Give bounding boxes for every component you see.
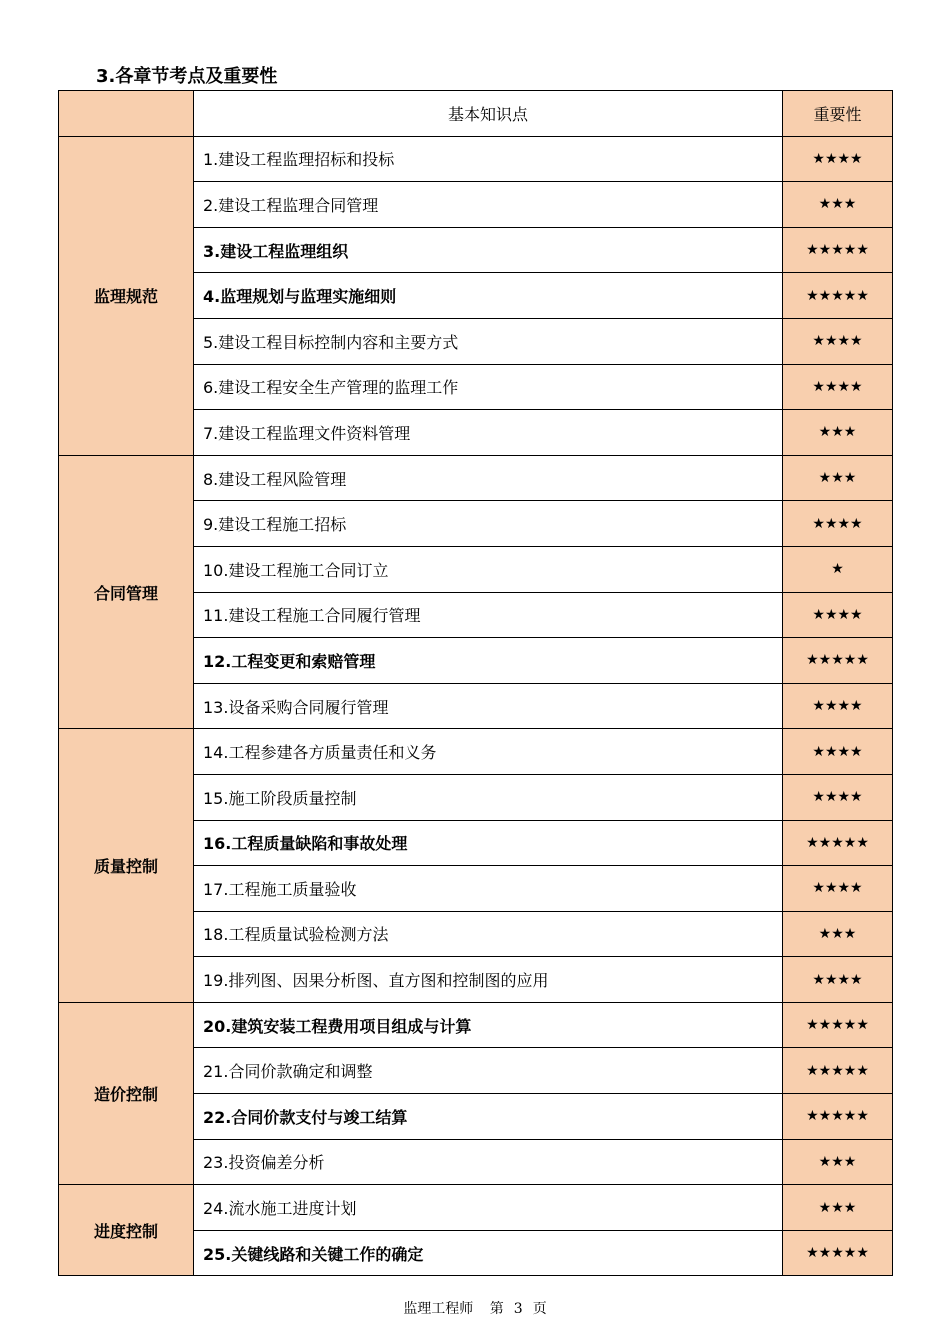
knowledge-point-cell: 15.施工阶段质量控制 <box>194 774 783 820</box>
knowledge-point-cell: 11.建设工程施工合同履行管理 <box>194 592 783 638</box>
importance-stars-cell: ★ <box>783 546 893 592</box>
section-heading: 3.各章节考点及重要性 <box>96 66 278 87</box>
table-row <box>59 1185 893 1231</box>
importance-stars-cell: ★★★★ <box>783 501 893 547</box>
knowledge-point-cell: 4.监理规划与监理实施细则 <box>194 273 783 319</box>
knowledge-point-cell: 10.建设工程施工合同订立 <box>194 546 783 592</box>
knowledge-point-cell: 19.排列图、因果分析图、直方图和控制图的应用 <box>194 957 783 1003</box>
knowledge-point-cell: 1.建设工程监理招标和投标 <box>194 136 783 182</box>
importance-stars-cell: ★★★ <box>783 410 893 456</box>
importance-stars-cell: ★★★★ <box>783 957 893 1003</box>
knowledge-point-cell: 20.建筑安装工程费用项目组成与计算 <box>194 1002 783 1048</box>
category-cell: 造价控制 <box>59 1002 194 1184</box>
category-cell: 监理规范 <box>59 136 194 455</box>
importance-stars-cell: ★★★★★ <box>783 1002 893 1048</box>
knowledge-point-cell: 5.建设工程目标控制内容和主要方式 <box>194 318 783 364</box>
importance-stars-cell: ★★★★ <box>783 729 893 775</box>
knowledge-point-cell: 2.建设工程监理合同管理 <box>194 182 783 228</box>
importance-stars-cell: ★★★★★ <box>783 273 893 319</box>
knowledge-point-cell: 13.设备采购合同履行管理 <box>194 683 783 729</box>
category-cell: 合同管理 <box>59 455 194 729</box>
knowledge-point-cell: 9.建设工程施工招标 <box>194 501 783 547</box>
knowledge-point-cell: 12.工程变更和索赔管理 <box>194 638 783 684</box>
knowledge-point-cell: 6.建设工程安全生产管理的监理工作 <box>194 364 783 410</box>
table-row <box>59 455 893 501</box>
importance-stars-cell: ★★★★★ <box>783 638 893 684</box>
knowledge-point-cell: 23.投资偏差分析 <box>194 1139 783 1185</box>
knowledge-point-cell: 22.合同价款支付与竣工结算 <box>194 1094 783 1140</box>
page-footer <box>0 1298 950 1318</box>
knowledge-point-cell: 24.流水施工进度计划 <box>194 1185 783 1231</box>
knowledge-point-cell: 17.工程施工质量验收 <box>194 866 783 912</box>
importance-stars-cell: ★★★ <box>783 182 893 228</box>
knowledge-point-cell: 18.工程质量试验检测方法 <box>194 911 783 957</box>
footer-page-number: 3 <box>513 1301 523 1317</box>
knowledge-point-cell: 8.建设工程风险管理 <box>194 455 783 501</box>
knowledge-point-cell: 7.建设工程监理文件资料管理 <box>194 410 783 456</box>
footer-title: 监理工程师 <box>403 1301 474 1317</box>
importance-stars-cell: ★★★ <box>783 455 893 501</box>
importance-stars-cell: ★★★★★ <box>783 1230 893 1276</box>
importance-stars-cell: ★★★ <box>783 1139 893 1185</box>
importance-stars-cell: ★★★★ <box>783 866 893 912</box>
category-cell: 进度控制 <box>59 1185 194 1276</box>
importance-stars-cell: ★★★★ <box>783 774 893 820</box>
knowledge-point-cell: 25.关键线路和关键工作的确定 <box>194 1230 783 1276</box>
importance-stars-cell: ★★★★ <box>783 592 893 638</box>
knowledge-point-cell: 16.工程质量缺陷和事故处理 <box>194 820 783 866</box>
importance-stars-cell: ★★★★★ <box>783 820 893 866</box>
footer-page-suffix: 页 <box>532 1301 547 1317</box>
importance-stars-cell: ★★★★ <box>783 683 893 729</box>
footer-page-prefix: 第 <box>489 1301 504 1317</box>
table-row <box>59 136 893 182</box>
table-body <box>59 136 893 1276</box>
importance-stars-cell: ★★★★★ <box>783 227 893 273</box>
table-header-row <box>59 91 893 137</box>
importance-stars-cell: ★★★★★ <box>783 1094 893 1140</box>
importance-stars-cell: ★★★★ <box>783 318 893 364</box>
knowledge-point-cell: 21.合同价款确定和调整 <box>194 1048 783 1094</box>
knowledge-points-table <box>58 90 893 1276</box>
category-cell: 质量控制 <box>59 729 194 1003</box>
header-importance-cell: 重要性 <box>783 91 893 137</box>
knowledge-point-cell: 3.建设工程监理组织 <box>194 227 783 273</box>
header-knowledge-cell: 基本知识点 <box>194 91 783 137</box>
importance-stars-cell: ★★★★ <box>783 136 893 182</box>
importance-stars-cell: ★★★★ <box>783 364 893 410</box>
table-row <box>59 1002 893 1048</box>
importance-stars-cell: ★★★ <box>783 911 893 957</box>
importance-stars-cell: ★★★★★ <box>783 1048 893 1094</box>
importance-stars-cell: ★★★ <box>783 1185 893 1231</box>
knowledge-point-cell: 14.工程参建各方质量责任和义务 <box>194 729 783 775</box>
header-category-cell <box>59 91 194 137</box>
table-row <box>59 729 893 775</box>
